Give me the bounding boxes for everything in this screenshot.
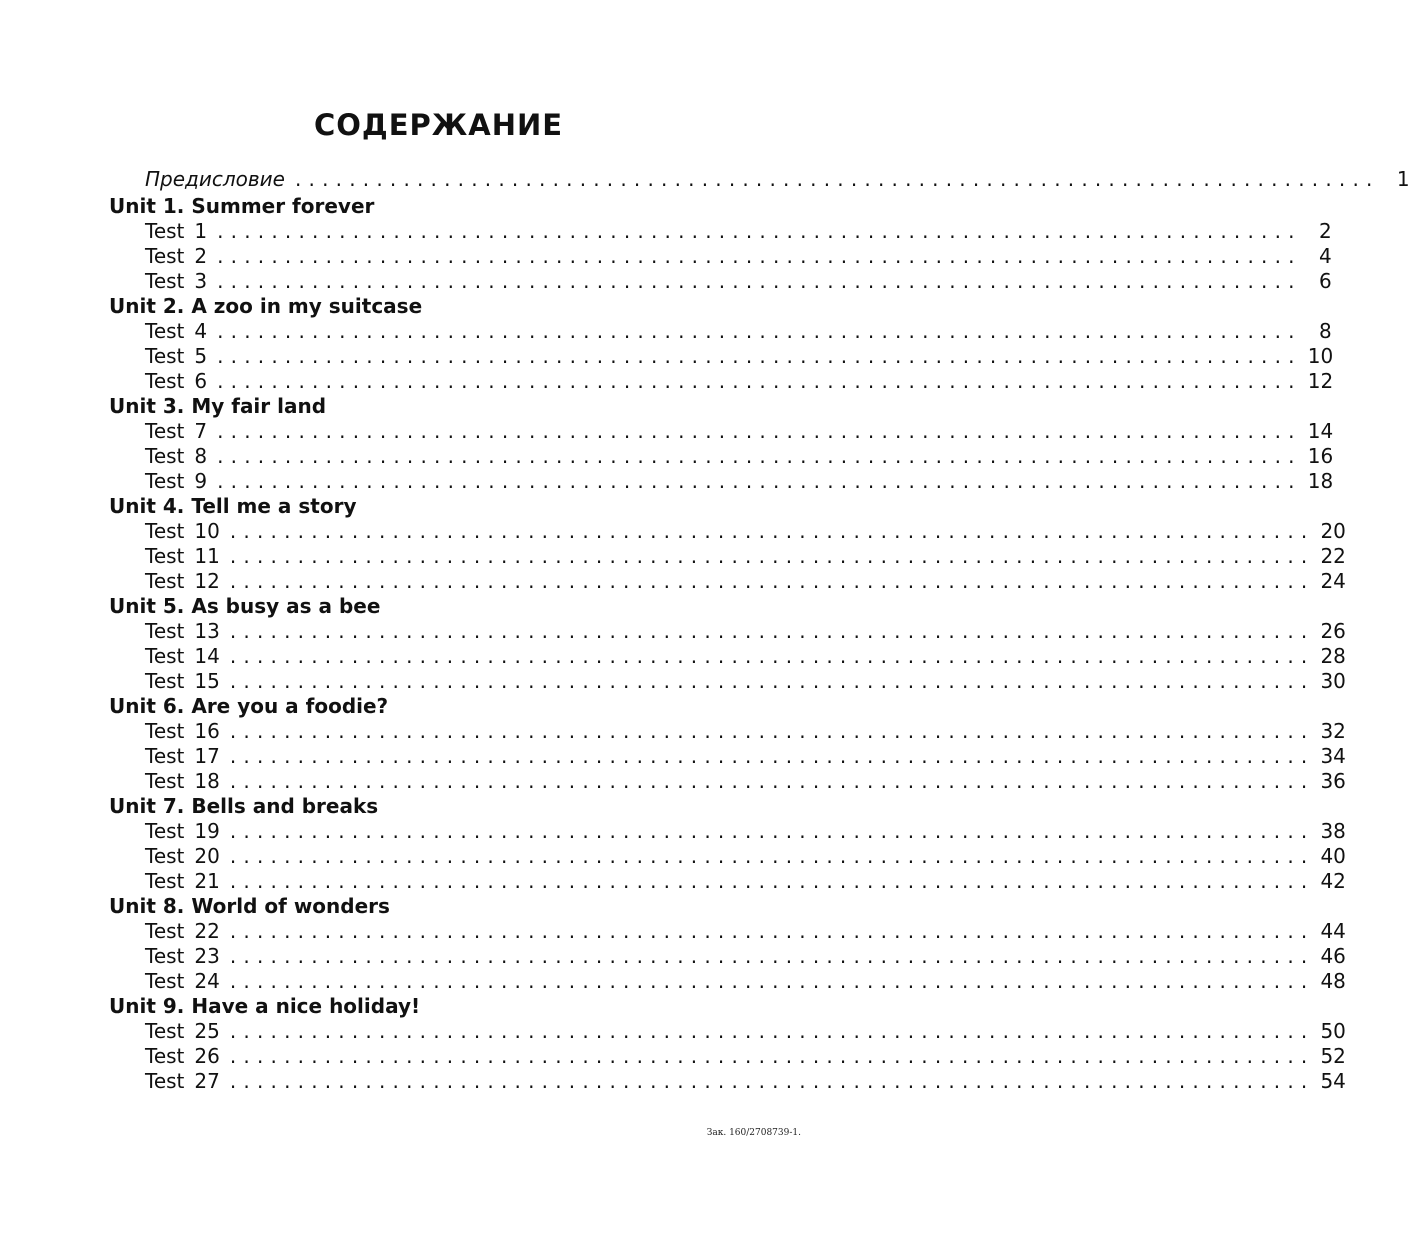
- test-number: 18: [194, 769, 220, 793]
- test-number: 9: [194, 469, 208, 493]
- toc-entry-test[interactable]: [109, 769, 1346, 794]
- dot-leader: ................................................................................: [229, 669, 1315, 693]
- toc-page-number: 14: [1307, 419, 1334, 443]
- toc-page-number: 4: [1318, 244, 1332, 268]
- toc-entry-test[interactable]: [109, 944, 1346, 969]
- toc-page-number: 22: [1320, 544, 1346, 568]
- toc-entry-label: Test: [145, 369, 185, 393]
- dot-leader: ................................................................................: [217, 219, 1302, 243]
- toc-entry-label: Test: [145, 319, 185, 343]
- toc-page-number: 32: [1320, 719, 1346, 743]
- toc-entry-label: Test: [145, 1044, 185, 1068]
- test-number: 20: [194, 844, 220, 868]
- toc-entry-label: Test: [145, 444, 185, 468]
- dot-leader: ................................................................................: [217, 444, 1302, 468]
- test-number: 19: [194, 819, 220, 843]
- toc-entry-label: Test: [145, 1069, 185, 1093]
- page-title: СОДЕРЖАНИЕ: [313, 108, 564, 142]
- test-number: 7: [194, 419, 208, 443]
- unit-heading[interactable]: Unit 2. A zoo in my suitcase: [109, 294, 423, 318]
- toc-entry-label: Test: [145, 1019, 185, 1043]
- toc-entry-test[interactable]: [109, 1019, 1346, 1044]
- toc-page-number: 40: [1320, 844, 1346, 868]
- toc-entry-label: Test: [145, 619, 185, 643]
- test-number: 27: [194, 1069, 220, 1093]
- dot-leader: ................................................................................: [229, 819, 1315, 843]
- toc-entry-label: Test: [145, 469, 185, 493]
- test-number: 14: [194, 644, 220, 668]
- dot-leader: ................................................................................: [229, 569, 1315, 593]
- test-number: 11: [194, 544, 220, 568]
- test-number: 23: [194, 944, 220, 968]
- toc-entry-test[interactable]: [109, 869, 1346, 894]
- toc-entry-label: Test: [145, 269, 185, 293]
- toc-page-number: 52: [1320, 1044, 1346, 1068]
- toc-page-number: 54: [1320, 1069, 1346, 1093]
- dot-leader: ................................................................................: [229, 1069, 1315, 1093]
- toc-page-number: 8: [1318, 319, 1332, 343]
- toc-entry-test[interactable]: [109, 519, 1346, 544]
- unit-heading[interactable]: Unit 7. Bells and breaks: [109, 794, 379, 818]
- toc-entry-label: Test: [145, 819, 185, 843]
- dot-leader: ................................................................................: [229, 869, 1315, 893]
- dot-leader: ................................................................................: [229, 1044, 1315, 1068]
- unit-heading[interactable]: Unit 4. Tell me a story: [109, 494, 357, 518]
- dot-leader: ................................................................................: [229, 519, 1315, 543]
- toc-page-number: 30: [1320, 669, 1346, 693]
- toc-entry-label: Test: [145, 244, 185, 268]
- dot-leader: ................................................................................: [217, 469, 1302, 493]
- toc-page-number: 44: [1320, 919, 1346, 943]
- toc-page-number: 38: [1320, 819, 1346, 843]
- toc-entry-test[interactable]: [109, 544, 1346, 569]
- test-number: 13: [194, 619, 220, 643]
- toc-entry-label: Test: [145, 419, 185, 443]
- test-number: 2: [194, 244, 208, 268]
- dot-leader: ................................................................................: [217, 344, 1302, 368]
- test-number: 1: [194, 219, 208, 243]
- test-number: 26: [194, 1044, 220, 1068]
- toc-entry-test[interactable]: [109, 744, 1346, 769]
- toc-entry-label: Test: [145, 744, 185, 768]
- test-number: 5: [194, 344, 208, 368]
- toc-entry-test[interactable]: [109, 369, 1334, 394]
- toc-entry-test[interactable]: [109, 619, 1346, 644]
- test-number: 16: [194, 719, 220, 743]
- toc-page-number: 26: [1320, 619, 1346, 643]
- toc-page-number: 20: [1320, 519, 1346, 543]
- print-order-number: Зак. 160/2708739-1.: [706, 1128, 801, 1138]
- unit-heading[interactable]: Unit 8. World of wonders: [109, 894, 390, 918]
- dot-leader: ................................................................................: [217, 244, 1302, 268]
- test-number: 22: [194, 919, 220, 943]
- toc-entry-label: Test: [145, 969, 185, 993]
- toc-entry-test[interactable]: [109, 1044, 1346, 1069]
- toc-page-number: 12: [1307, 369, 1334, 393]
- dot-leader: ................................................................................: [217, 269, 1302, 293]
- toc-entry-label: Test: [145, 219, 185, 243]
- test-number: 25: [194, 1019, 220, 1043]
- toc-entry-label: Test: [145, 719, 185, 743]
- dot-leader: ................................................................................: [229, 544, 1315, 568]
- toc-entry-test[interactable]: [109, 819, 1346, 844]
- dot-leader: ................................................................................: [229, 944, 1315, 968]
- table-of-contents: [109, 165, 1410, 1094]
- toc-entry-test[interactable]: [109, 319, 1332, 344]
- dot-leader: ................................................................................: [229, 969, 1315, 993]
- unit-heading[interactable]: Unit 6. Are you a foodie?: [109, 694, 389, 718]
- toc-page-number: 36: [1320, 769, 1346, 793]
- dot-leader: ................................................................................: [294, 167, 1380, 191]
- toc-entry-test[interactable]: [109, 969, 1346, 994]
- dot-leader: ................................................................................: [229, 769, 1315, 793]
- test-number: 21: [194, 869, 220, 893]
- toc-entry-label: Test: [145, 569, 185, 593]
- toc-page-number: 6: [1318, 269, 1332, 293]
- dot-leader: ................................................................................: [229, 844, 1315, 868]
- toc-entry-preface[interactable]: [109, 165, 1410, 194]
- toc-entry-test[interactable]: [109, 419, 1334, 444]
- toc-entry-label: Test: [145, 644, 185, 668]
- dot-leader: ................................................................................: [229, 644, 1315, 668]
- test-number: 24: [194, 969, 220, 993]
- toc-entry-label: Test: [145, 919, 185, 943]
- toc-page-number: 10: [1307, 344, 1334, 368]
- toc-entry-test[interactable]: [109, 244, 1332, 269]
- toc-entry-test[interactable]: [109, 269, 1332, 294]
- dot-leader: ................................................................................: [229, 919, 1315, 943]
- unit-heading[interactable]: Unit 9. Have a nice holiday!: [109, 994, 421, 1018]
- toc-entry-label: Test: [145, 769, 185, 793]
- toc-page-number: 46: [1320, 944, 1346, 968]
- toc-entry-label: Предисловие: [145, 167, 285, 191]
- unit-heading[interactable]: Unit 1. Summer forever: [109, 194, 375, 218]
- toc-page-number: 16: [1307, 444, 1334, 468]
- test-number: 8: [194, 444, 208, 468]
- toc-entry-test[interactable]: [109, 344, 1334, 369]
- toc-entry-test[interactable]: [109, 919, 1346, 944]
- toc-entry-test[interactable]: [109, 644, 1346, 669]
- toc-page-number: 24: [1320, 569, 1346, 593]
- toc-entry-test[interactable]: [109, 444, 1334, 469]
- test-number: 12: [194, 569, 220, 593]
- test-number: 3: [194, 269, 208, 293]
- units-list: [109, 194, 1346, 1094]
- test-number: 10: [194, 519, 220, 543]
- dot-leader: ................................................................................: [229, 619, 1315, 643]
- toc-entry-test[interactable]: [109, 719, 1346, 744]
- toc-entry-label: Test: [145, 544, 185, 568]
- toc-entry-test[interactable]: [109, 219, 1332, 244]
- test-number: 4: [194, 319, 208, 343]
- toc-entry-label: Test: [145, 519, 185, 543]
- toc-entry-test[interactable]: [109, 469, 1334, 494]
- test-number: 17: [194, 744, 220, 768]
- toc-page-number: 2: [1318, 219, 1332, 243]
- dot-leader: ................................................................................: [229, 719, 1315, 743]
- dot-leader: ................................................................................: [217, 369, 1302, 393]
- unit-heading[interactable]: Unit 3. My fair land: [109, 394, 327, 418]
- dot-leader: ................................................................................: [217, 319, 1302, 343]
- toc-page-number: 42: [1320, 869, 1346, 893]
- toc-entry-label: Test: [145, 869, 185, 893]
- toc-entry-test[interactable]: [109, 1069, 1346, 1094]
- toc-page-number: 50: [1320, 1019, 1346, 1043]
- toc-entry-test[interactable]: [109, 569, 1346, 594]
- dot-leader: ................................................................................: [229, 1019, 1315, 1043]
- toc-entry-label: Test: [145, 669, 185, 693]
- toc-page-number: 1: [1396, 167, 1410, 191]
- toc-page-number: 48: [1320, 969, 1346, 993]
- toc-entry-label: Test: [145, 844, 185, 868]
- toc-page-number: 34: [1320, 744, 1346, 768]
- toc-entry-label: Test: [145, 344, 185, 368]
- toc-entry-test[interactable]: [109, 844, 1346, 869]
- unit-heading[interactable]: Unit 5. As busy as a bee: [109, 594, 381, 618]
- test-number: 15: [194, 669, 220, 693]
- dot-leader: ................................................................................: [217, 419, 1302, 443]
- toc-entry-test[interactable]: [109, 669, 1346, 694]
- toc-entry-label: Test: [145, 944, 185, 968]
- toc-page-number: 28: [1320, 644, 1346, 668]
- test-number: 6: [194, 369, 208, 393]
- dot-leader: ................................................................................: [229, 744, 1315, 768]
- toc-page-number: 18: [1307, 469, 1334, 493]
